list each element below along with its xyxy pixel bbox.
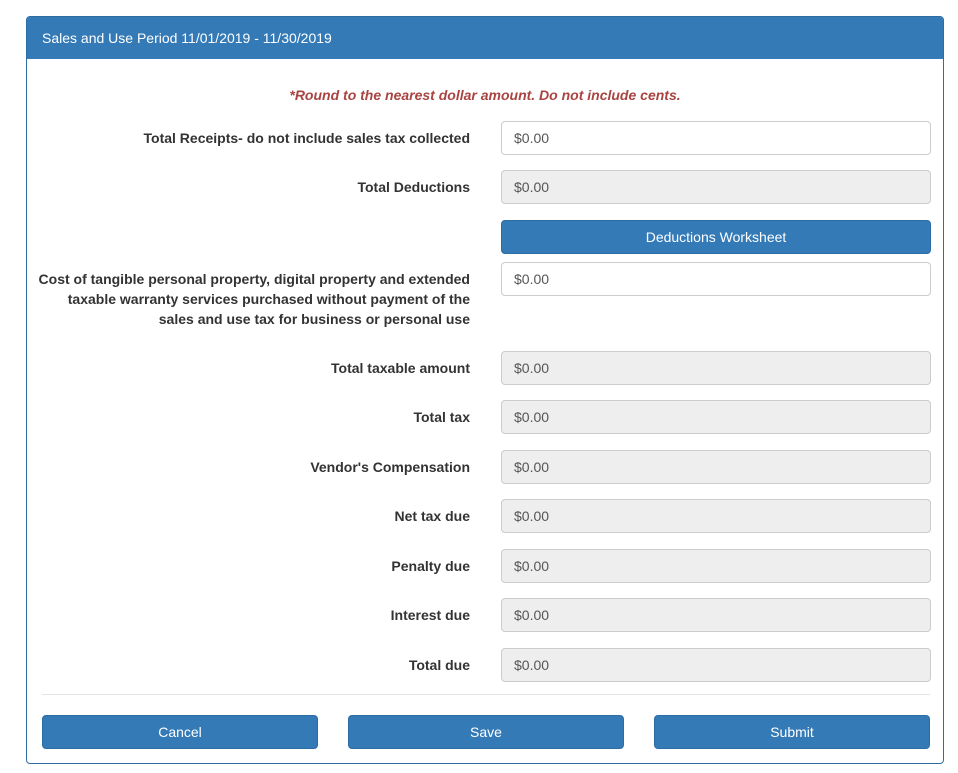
total-due-label: Total due xyxy=(408,657,470,673)
total-tax-field: $0.00 xyxy=(501,400,931,434)
rounding-note: *Round to the nearest dollar amount. Do not include cents. xyxy=(289,87,681,103)
net-tax-due-label: Net tax due xyxy=(394,508,470,524)
total-receipts-label: Total Receipts- do not include sales tax collected xyxy=(143,130,470,146)
vendor-compensation-label: Vendor's Compensation xyxy=(310,459,470,475)
interest-due-label: Interest due xyxy=(390,607,470,623)
sales-use-panel xyxy=(26,16,944,764)
total-due-field: $0.00 xyxy=(501,648,931,682)
total-deductions-label: Total Deductions xyxy=(357,179,470,195)
panel-title: Sales and Use Period 11/01/2019 - 11/30/2019 xyxy=(27,17,943,59)
save-button[interactable]: Save xyxy=(348,715,624,749)
cost-tangible-label: Cost of tangible personal property, digital property and extended taxable warranty services purchased without payment of the sales and use tax for business or personal use xyxy=(38,271,470,327)
divider xyxy=(42,694,930,695)
net-tax-due-field: $0.00 xyxy=(501,499,931,533)
penalty-due-field: $0.00 xyxy=(501,549,931,583)
cost-tangible-input[interactable] xyxy=(501,262,931,296)
submit-button[interactable]: Submit xyxy=(654,715,930,749)
vendor-compensation-field: $0.00 xyxy=(501,450,931,484)
total-tax-label: Total tax xyxy=(413,409,470,425)
total-deductions-field: $0.00 xyxy=(501,170,931,204)
interest-due-field: $0.00 xyxy=(501,598,931,632)
cancel-button[interactable]: Cancel xyxy=(42,715,318,749)
total-receipts-input[interactable] xyxy=(501,121,931,155)
total-taxable-field: $0.00 xyxy=(501,351,931,385)
deductions-worksheet-button[interactable]: Deductions Worksheet xyxy=(501,220,931,254)
penalty-due-label: Penalty due xyxy=(391,558,470,574)
total-taxable-label: Total taxable amount xyxy=(331,360,470,376)
